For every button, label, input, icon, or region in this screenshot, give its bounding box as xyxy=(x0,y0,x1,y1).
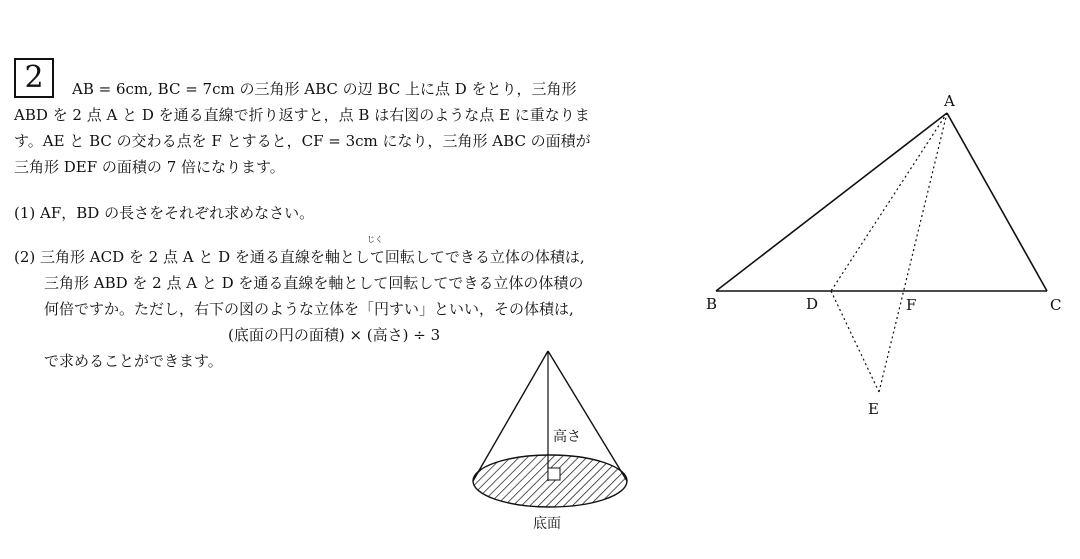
label-A: A xyxy=(944,92,955,110)
intro-line-2: ABD を 2 点 A と D を通る直線で折り返すと，点 B は右図のような点 E に重なりま xyxy=(14,106,590,124)
question-number: 2 xyxy=(14,58,54,98)
label-F: F xyxy=(906,296,917,314)
segment-AE xyxy=(879,113,947,392)
label-B: B xyxy=(706,295,718,313)
part-2-line-3: 何倍ですか。ただし，右下の図のような立体を「円すい」といい，その体積は, xyxy=(44,300,574,318)
cone-base xyxy=(473,455,627,507)
segment-DE xyxy=(831,291,879,392)
intro-line-1: AB = 6cm, BC = 7cm の三角形 ABC の辺 BC 上に点 D をとり，三角形 xyxy=(72,80,577,98)
label-C: C xyxy=(1050,296,1062,314)
intro-line-4: 三角形 DEF の面積の 7 倍になります。 xyxy=(14,158,285,176)
part-1-text: (1) AF，BD の長さをそれぞれ求めなさい。 xyxy=(14,204,315,222)
cone-base-label: 底面 xyxy=(533,516,561,532)
side-AB xyxy=(716,113,947,291)
side-AC xyxy=(947,113,1047,291)
label-E: E xyxy=(868,400,879,418)
part-2-line-1: (2) 三角形 ACD を 2 点 A と D を通る直線を軸として回転してできる立体の体積は, xyxy=(14,248,585,266)
intro-line-3: す。AE と BC の交わる点を F とすると，CF = 3cm になり，三角形 ABC の面積が xyxy=(14,132,591,150)
part-2-line-5: で求めることができます。 xyxy=(44,352,223,370)
volume-formula: (底面の円の面積) × (高さ) ÷ 3 xyxy=(228,326,441,344)
part-2-line-2: 三角形 ABD を 2 点 A と D を通る直線を軸として回転してできる立体の体積の xyxy=(44,274,584,292)
label-D: D xyxy=(806,295,819,313)
fold-line-AD xyxy=(831,113,947,291)
cone-figure xyxy=(473,351,627,532)
cone-height-label: 高さ xyxy=(553,429,581,445)
ruby-jiku: じく xyxy=(367,235,383,244)
right-angle-mark xyxy=(548,468,560,480)
